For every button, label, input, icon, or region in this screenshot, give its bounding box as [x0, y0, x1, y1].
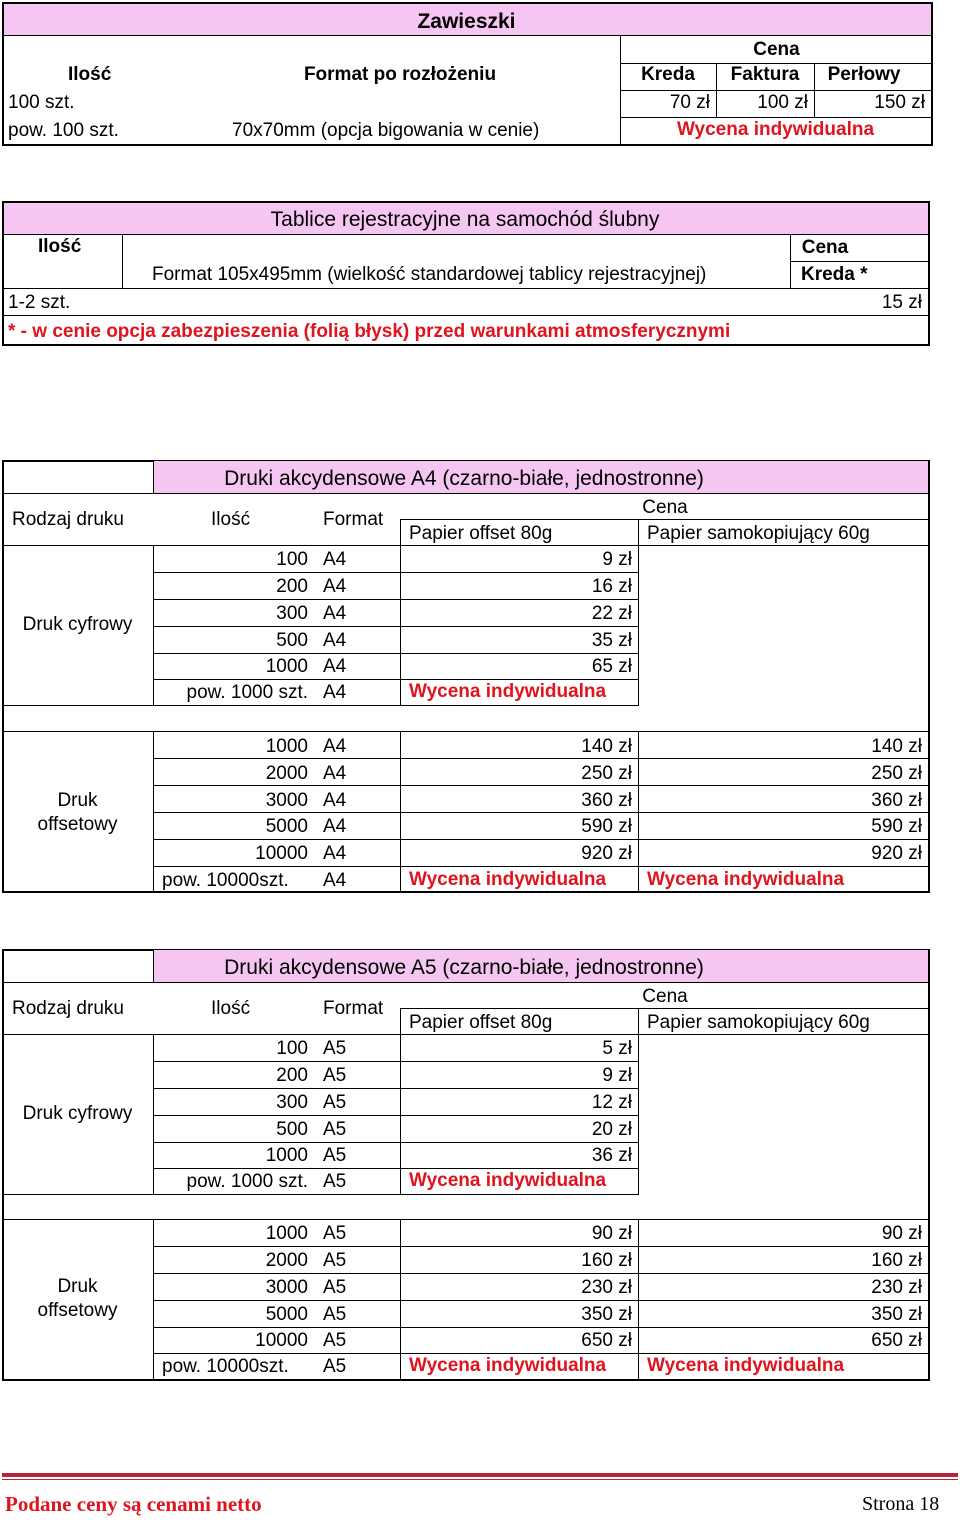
a5-offsetowy-fmt: A5: [323, 1304, 347, 1325]
a4-offsetowy-samokop: Wycena indywidualna: [647, 869, 845, 890]
footer-rule-thick: [2, 1473, 958, 1477]
zawieszki-col-faktura: Faktura: [730, 64, 800, 85]
a4-cyfrowy-offset: 9 zł: [602, 549, 632, 570]
a4-cyfrowy-qty: 100: [276, 549, 308, 570]
footer-note: Podane ceny są cenami netto: [5, 1492, 262, 1516]
a4-cyfrowy-offset: 16 zł: [591, 576, 632, 597]
zawieszki-row1-faktura: 100 zł: [757, 92, 808, 113]
a4-offsetowy-samokop: 140 zł: [871, 736, 922, 757]
footer-rule-thin: [2, 1479, 958, 1480]
a5-offsetowy-label: offsetowy: [37, 1300, 118, 1321]
a5-cyfrowy-offset: Wycena indywidualna: [409, 1170, 607, 1191]
a4-cyfrowy-qty: 500: [276, 630, 308, 651]
a4-col-ilosc: Ilość: [211, 509, 251, 530]
a4-offsetowy-fmt: A4: [323, 736, 347, 757]
a5-cyfrowy-offset: 5 zł: [602, 1038, 632, 1059]
zawieszki-col-cena: Cena: [753, 39, 800, 60]
a5-offsetowy-fmt: A5: [323, 1250, 347, 1271]
tablice-note: * - w cenie opcja zabezpieszenia (folią błysk) przed warunkami atmosferycznymi: [8, 321, 731, 342]
a4-cyfrowy-fmt: A4: [323, 603, 347, 624]
a5-cyfrowy-qty: 500: [276, 1119, 308, 1140]
a5-cyfrowy-offset: 9 zł: [602, 1065, 632, 1086]
a5-offsetowy-offset: 650 zł: [581, 1330, 632, 1351]
a5-col-offset: Papier offset 80g: [409, 1012, 553, 1033]
tablice-format: Format 105x495mm (wielkość standardowej tablicy rejestracyjnej): [152, 264, 707, 285]
a5-offsetowy-samokop: Wycena indywidualna: [647, 1355, 845, 1376]
a5-cyfrowy-offset: 36 zł: [591, 1145, 632, 1166]
a4-cyfrowy-qty: 200: [276, 576, 308, 597]
tablice-row-qty: 1-2 szt.: [8, 292, 71, 313]
zawieszki-col-perlowy: Perłowy: [827, 64, 901, 85]
a4-cyfrowy-offset: 35 zł: [591, 630, 632, 651]
a5-title: Druki akcydensowe A5 (czarno-białe, jednostronne): [224, 956, 704, 979]
a5-offsetowy-qty: 10000: [255, 1330, 308, 1351]
a5-col-cena: Cena: [642, 986, 688, 1007]
a4-offsetowy-offset: Wycena indywidualna: [409, 869, 607, 890]
a5-cyfrowy-fmt: A5: [323, 1065, 347, 1086]
a5-cyfrowy-label: Druk cyfrowy: [22, 1103, 133, 1124]
tablice-col-ilosc: Ilość: [38, 236, 82, 257]
a4-col-cena: Cena: [642, 497, 688, 518]
a5-offsetowy-fmt: A5: [323, 1330, 347, 1351]
a4-offsetowy-qty: 1000: [265, 736, 308, 757]
a5-col-ilosc: Ilość: [211, 998, 251, 1019]
a4-cyfrowy-label: Druk cyfrowy: [22, 614, 133, 635]
a4-offsetowy-samokop: 360 zł: [871, 790, 922, 811]
a4-offsetowy-offset: 140 zł: [581, 736, 632, 757]
a5-offsetowy-samokop: 160 zł: [871, 1250, 922, 1271]
a5-cyfrowy-qty: 300: [276, 1092, 308, 1113]
a4-offsetowy-offset: 360 zł: [581, 790, 632, 811]
a5-offsetowy-offset: 230 zł: [581, 1277, 632, 1298]
a4-offsetowy-offset: 590 zł: [581, 816, 632, 837]
zawieszki-row2-format: 70x70mm (opcja bigowania w cenie): [232, 120, 540, 141]
zawieszki-col-ilosc: Ilość: [68, 64, 112, 85]
a4-offsetowy-fmt: A4: [323, 870, 347, 891]
a5-offsetowy-qty: 5000: [265, 1304, 308, 1325]
a5-cyfrowy-fmt: A5: [323, 1145, 347, 1166]
a5-cyfrowy-qty: 1000: [265, 1145, 308, 1166]
a4-offsetowy-fmt: A4: [323, 790, 347, 811]
tablice-title: Tablice rejestracyjne na samochód ślubny: [270, 208, 660, 231]
a4-col-samokop: Papier samokopiujący 60g: [647, 523, 870, 544]
a4-offsetowy-samokop: 920 zł: [871, 843, 922, 864]
a4-offsetowy-samokop: 590 zł: [871, 816, 922, 837]
tablice-col-kreda: Kreda *: [801, 264, 868, 285]
a4-title: Druki akcydensowe A4 (czarno-białe, jednostronne): [224, 467, 704, 490]
zawieszki-title: Zawieszki: [417, 10, 516, 33]
a4-cyfrowy-fmt: A4: [323, 630, 347, 651]
zawieszki-row2-qty: pow. 100 szt.: [8, 120, 119, 141]
a5-cyfrowy-fmt: A5: [323, 1038, 347, 1059]
a5-col-rodzaj: Rodzaj druku: [12, 998, 124, 1019]
a5-offsetowy-samokop: 650 zł: [871, 1330, 922, 1351]
a4-cyfrowy-offset: 22 zł: [591, 603, 632, 624]
a4-offsetowy-qty: 2000: [265, 763, 308, 784]
page-number: Strona 18: [862, 1493, 940, 1515]
a5-offsetowy-samokop: 350 zł: [871, 1304, 922, 1325]
a5-offsetowy-fmt: A5: [323, 1277, 347, 1298]
a4-cyfrowy-qty: pow. 1000 szt.: [186, 682, 308, 703]
a5-cyfrowy-fmt: A5: [323, 1092, 347, 1113]
zawieszki-row1-perlowy: 150 zł: [874, 92, 925, 113]
a5-col-format: Format: [323, 998, 384, 1019]
a5-offsetowy-qty: 1000: [265, 1223, 308, 1244]
a5-cyfrowy-fmt: A5: [323, 1171, 347, 1192]
a5-cyfrowy-qty: pow. 1000 szt.: [186, 1171, 308, 1192]
a5-cyfrowy-offset: 20 zł: [591, 1119, 632, 1140]
a4-cyfrowy-offset: Wycena indywidualna: [409, 681, 607, 702]
zawieszki-col-format: Format po rozłożeniu: [303, 64, 497, 85]
a5-offsetowy-samokop: 230 zł: [871, 1277, 922, 1298]
zawieszki-col-kreda: Kreda: [641, 64, 695, 85]
a5-offsetowy-samokop: 90 zł: [881, 1223, 922, 1244]
a4-cyfrowy-qty: 1000: [265, 656, 308, 677]
zawieszki-row1-kreda: 70 zł: [669, 92, 710, 113]
a5-offsetowy-qty: 2000: [265, 1250, 308, 1271]
a5-offsetowy-qty: pow. 10000szt.: [162, 1356, 289, 1377]
zawieszki-row1-qty: 100 szt.: [8, 92, 75, 113]
a5-cyfrowy-qty: 200: [276, 1065, 308, 1086]
a4-offsetowy-fmt: A4: [323, 843, 347, 864]
a4-offsetowy-label: Druk: [57, 790, 98, 811]
a5-offsetowy-qty: 3000: [265, 1277, 308, 1298]
a4-cyfrowy-qty: 300: [276, 603, 308, 624]
a5-offsetowy-fmt: A5: [323, 1356, 347, 1377]
tablice-col-cena: Cena: [801, 237, 849, 258]
a4-col-rodzaj: Rodzaj druku: [12, 509, 124, 530]
a5-offsetowy-offset: Wycena indywidualna: [409, 1355, 607, 1376]
a4-offsetowy-qty: 5000: [265, 816, 308, 837]
a4-cyfrowy-offset: 65 zł: [591, 656, 632, 677]
a5-col-samokop: Papier samokopiujący 60g: [647, 1012, 870, 1033]
a4-cyfrowy-fmt: A4: [323, 656, 347, 677]
a4-cyfrowy-fmt: A4: [323, 576, 347, 597]
a5-cyfrowy-fmt: A5: [323, 1119, 347, 1140]
a5-offsetowy-offset: 90 zł: [591, 1223, 632, 1244]
a4-offsetowy-fmt: A4: [323, 763, 347, 784]
a4-cyfrowy-fmt: A4: [323, 682, 347, 703]
a4-offsetowy-offset: 920 zł: [581, 843, 632, 864]
a5-cyfrowy-qty: 100: [276, 1038, 308, 1059]
a4-offsetowy-samokop: 250 zł: [871, 763, 922, 784]
a4-offsetowy-fmt: A4: [323, 816, 347, 837]
a5-offsetowy-fmt: A5: [323, 1223, 347, 1244]
a4-offsetowy-offset: 250 zł: [581, 763, 632, 784]
a4-col-offset: Papier offset 80g: [409, 523, 553, 544]
a5-cyfrowy-offset: 12 zł: [591, 1092, 632, 1113]
a4-col-format: Format: [323, 509, 384, 530]
a4-offsetowy-qty: 10000: [255, 843, 308, 864]
a4-cyfrowy-fmt: A4: [323, 549, 347, 570]
zawieszki-row2-price: Wycena indywidualna: [676, 119, 875, 140]
a4-offsetowy-qty: 3000: [265, 790, 308, 811]
a5-offsetowy-offset: 350 zł: [581, 1304, 632, 1325]
a4-offsetowy-label: offsetowy: [37, 814, 118, 835]
tablice-row-price: 15 zł: [881, 292, 922, 313]
a5-offsetowy-offset: 160 zł: [581, 1250, 632, 1271]
a4-offsetowy-qty: pow. 10000szt.: [162, 870, 289, 891]
a5-offsetowy-label: Druk: [57, 1276, 98, 1297]
